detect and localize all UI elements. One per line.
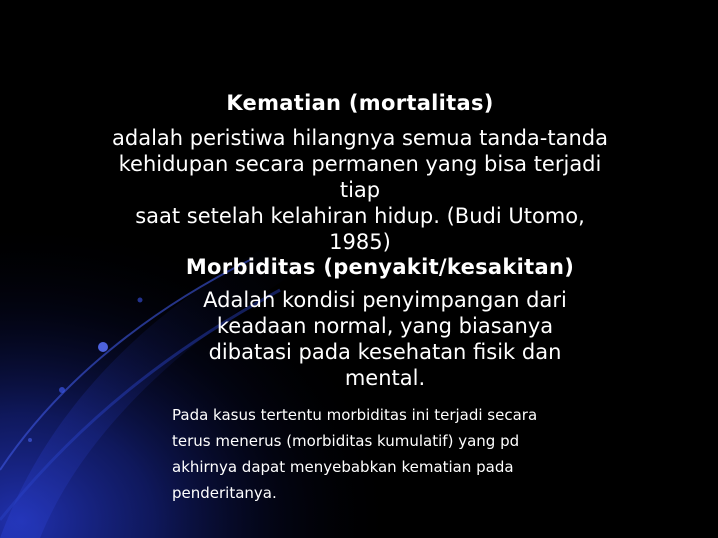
sparkle-dot [59,387,65,393]
mortalitas-heading: Kematian (mortalitas) [226,91,494,115]
morbiditas-note: Pada kasus tertentu morbiditas ini terjadi secara terus menerus (morbiditas kumulatif) yang pd akhirnya dapat menyebabkan kematian pada penderitanya. [172,406,538,502]
sparkle-dot [138,298,143,303]
sparkle-dot [98,342,108,352]
morbiditas-heading: Morbiditas (penyakit/kesakitan) [185,255,575,279]
morbiditas-definition: Adalah kondisi penyimpangan dari keadaan normal, yang biasanya dibatasi pada kesehatan fisik dan mental. [203,288,567,390]
mortalitas-definition: adalah peristiwa hilangnya semua tanda-tanda kehidupan secara permanen yang bisa terjadi tiap saat setelah kelahiran hidup. (Budi Utomo, 1985) [112,126,608,254]
sparkle-dot [28,438,32,442]
